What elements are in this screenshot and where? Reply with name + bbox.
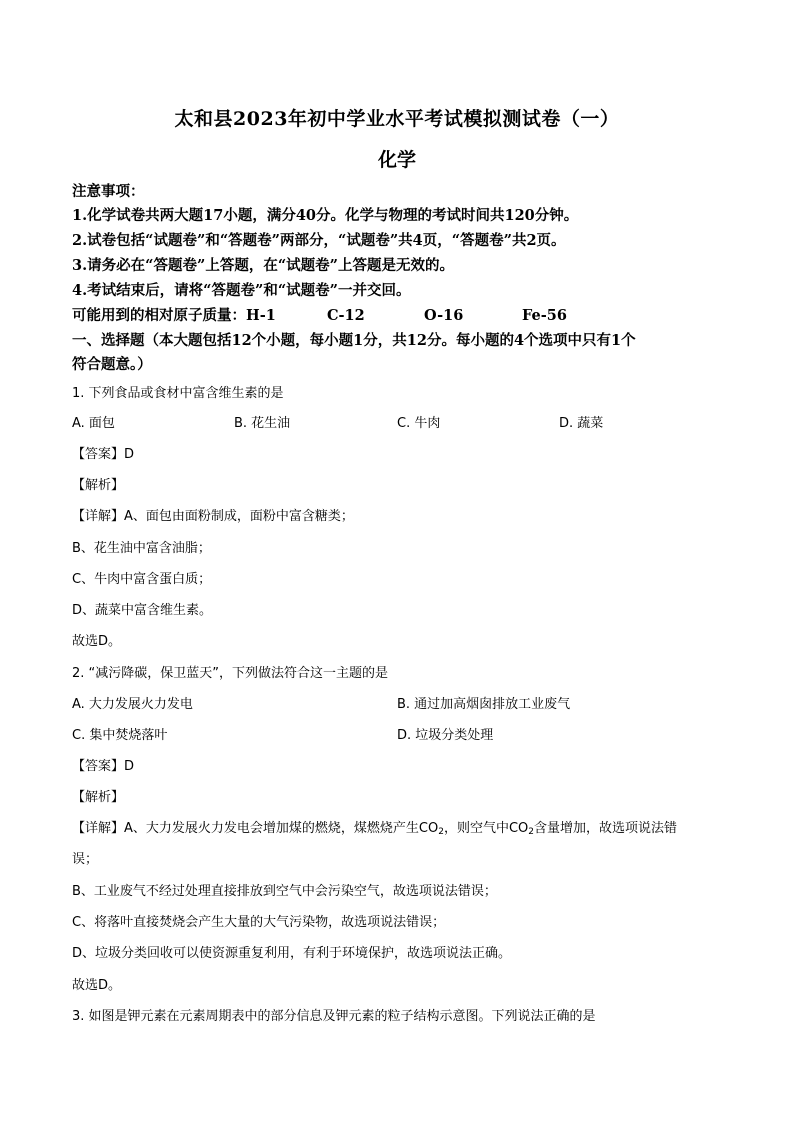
atomic-mass-c: C-12 bbox=[327, 307, 365, 324]
q2-answer-value: D bbox=[124, 759, 135, 774]
q1-detail-c: C、牛肉中富含蛋白质； bbox=[72, 572, 212, 587]
q2-detail-label: 【详解】 bbox=[72, 821, 125, 836]
q2-detail-a-sub1: 2 bbox=[438, 827, 444, 837]
q1-detail-d: D、蔬菜中富含维生素。 bbox=[72, 603, 213, 618]
notice-item-3: 3.请务必在“答题卷”上答题，在“试题卷”上答题是无效的。 bbox=[72, 257, 454, 274]
page-title: 太和县2023年初中学业水平考试模拟测试卷（一） bbox=[174, 108, 620, 130]
q1-analysis-label: 【解析】 bbox=[72, 478, 125, 493]
q2-detail-a bbox=[72, 819, 677, 839]
atomic-mass-o: O-16 bbox=[424, 307, 464, 324]
section1-heading-line2: 符合题意。） bbox=[72, 356, 152, 373]
atomic-mass-fe: Fe-56 bbox=[522, 307, 567, 324]
q1-stem: 1. 下列食品或食材中富含维生素的是 bbox=[72, 386, 284, 401]
q1-answer bbox=[72, 445, 134, 465]
q2-detail-a-sub2: 2 bbox=[528, 827, 534, 837]
q2-conclusion: 故选D。 bbox=[72, 978, 122, 993]
q1-answer-value: D bbox=[124, 447, 135, 462]
q2-option-a: A. 大力发展火力发电 bbox=[72, 697, 193, 712]
q3-stem: 3. 如图是钾元素在元素周期表中的部分信息及钾元素的粒子结构示意图。下列说法正确的是 bbox=[72, 1009, 596, 1024]
q2-detail-d: D、垃圾分类回收可以使资源重复利用，有利于环境保护，故选项说法正确。 bbox=[72, 946, 512, 961]
atomic-mass-label: 可能用到的相对原子质量： bbox=[72, 307, 246, 324]
atomic-mass-line bbox=[72, 305, 567, 327]
q2-detail-a-part1: A、大力发展火力发电会增加煤的燃烧，煤燃烧产生CO bbox=[124, 821, 439, 836]
q2-option-b: B. 通过加高烟囱排放工业废气 bbox=[397, 697, 571, 712]
q2-detail-a-part2: ，则空气中CO bbox=[443, 821, 529, 836]
q2-stem: 2. “减污降碳，保卫蓝天”，下列做法符合这一主题的是 bbox=[72, 666, 389, 681]
q1-option-d: D. 蔬菜 bbox=[559, 416, 604, 431]
q2-option-c: C. 集中焚烧落叶 bbox=[72, 728, 168, 743]
q1-detail-a bbox=[72, 507, 354, 527]
notice-item-2: 2.试卷包括“试题卷”和“答题卷”两部分，“试题卷”共4页，“答题卷”共2页。 bbox=[72, 232, 566, 249]
q2-detail-a-line2: 误； bbox=[72, 852, 99, 867]
q1-detail-a-text: A、面包由面粉制成，面粉中富含糖类； bbox=[124, 509, 354, 524]
q1-conclusion: 故选D。 bbox=[72, 634, 122, 649]
q1-detail-label: 【详解】 bbox=[72, 509, 125, 524]
q2-detail-b: B、工业废气不经过处理直接排放到空气中会污染空气，故选项说法错误； bbox=[72, 884, 497, 899]
notice-item-1: 1.化学试卷共两大题17小题，满分40分。化学与物理的考试时间共120分钟。 bbox=[72, 207, 579, 224]
section1-heading-line1: 一、选择题（本大题包括12个小题，每小题1分，共12分。每小题的4个选项中只有1个 bbox=[72, 332, 636, 349]
q2-detail-a-part3: 含量增加，故选项说法错 bbox=[534, 821, 678, 836]
q1-answer-label: 【答案】 bbox=[72, 447, 125, 462]
atomic-mass-h: H-1 bbox=[246, 307, 276, 324]
notice-heading: 注意事项： bbox=[72, 183, 145, 200]
q2-option-d: D. 垃圾分类处理 bbox=[397, 728, 494, 743]
q1-option-b: B. 花生油 bbox=[234, 416, 291, 431]
q2-answer-label: 【答案】 bbox=[72, 759, 125, 774]
notice-item-4: 4.考试结束后，请将“答题卷”和“试题卷”一并交回。 bbox=[72, 282, 411, 299]
q2-detail-c: C、将落叶直接焚烧会产生大量的大气污染物，故选项说法错误； bbox=[72, 915, 446, 930]
q1-detail-b: B、花生油中富含油脂； bbox=[72, 541, 211, 556]
q1-option-c: C. 牛肉 bbox=[397, 416, 441, 431]
q2-analysis-label: 【解析】 bbox=[72, 790, 125, 805]
subject-title: 化学 bbox=[377, 149, 416, 171]
q1-option-a: A. 面包 bbox=[72, 416, 115, 431]
q2-answer bbox=[72, 757, 134, 777]
